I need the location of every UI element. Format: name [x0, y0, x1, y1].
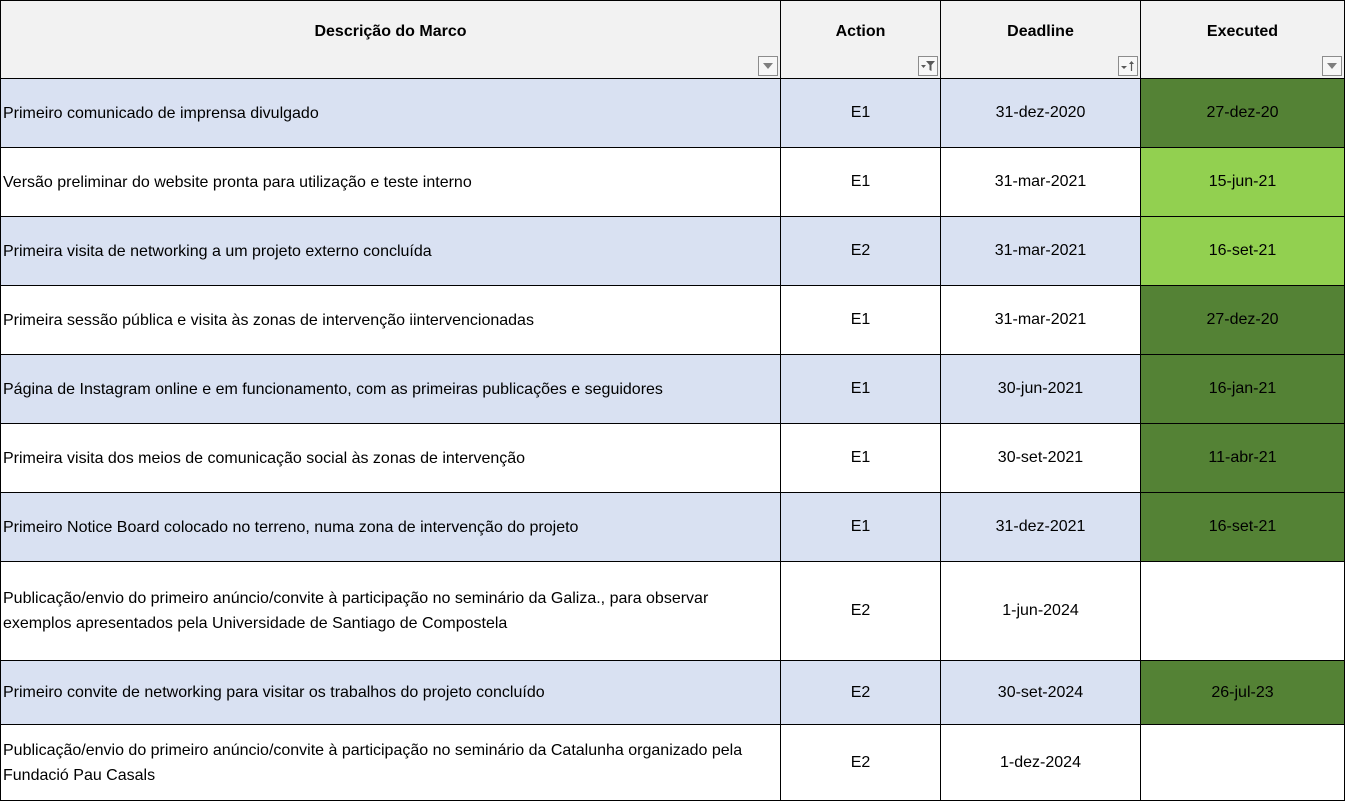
- cell-deadline[interactable]: 1-jun-2024: [941, 562, 1141, 661]
- table-row: [1, 79, 1345, 148]
- cell-deadline[interactable]: 30-set-2024: [941, 661, 1141, 725]
- cell-description[interactable]: Primeiro convite de networking para visitar os trabalhos do projeto concluído: [1, 661, 781, 725]
- cell-deadline[interactable]: 1-dez-2024: [941, 725, 1141, 801]
- cell-description[interactable]: Página de Instagram online e em funcionamento, com as primeiras publicações e seguidores: [1, 355, 781, 424]
- cell-description[interactable]: Primeira visita dos meios de comunicação social às zonas de intervenção: [1, 424, 781, 493]
- table-row: [1, 424, 1345, 493]
- cell-action[interactable]: E1: [781, 148, 941, 217]
- cell-action[interactable]: E1: [781, 355, 941, 424]
- header-description: Descrição do Marco: [314, 23, 467, 40]
- cell-action[interactable]: E1: [781, 493, 941, 562]
- cell-deadline[interactable]: 31-mar-2021: [941, 148, 1141, 217]
- header-row: [1, 1, 1345, 79]
- cell-deadline[interactable]: 30-jun-2021: [941, 355, 1141, 424]
- cell-deadline[interactable]: 31-mar-2021: [941, 286, 1141, 355]
- cell-action[interactable]: E2: [781, 661, 941, 725]
- cell-description[interactable]: Versão preliminar do website pronta para utilização e teste interno: [1, 148, 781, 217]
- cell-executed[interactable]: 15-jun-21: [1141, 148, 1345, 217]
- cell-deadline[interactable]: 31-dez-2021: [941, 493, 1141, 562]
- table-row: [1, 661, 1345, 725]
- cell-action[interactable]: E2: [781, 725, 941, 801]
- cell-executed[interactable]: 16-jan-21: [1141, 355, 1345, 424]
- cell-description[interactable]: Publicação/envio do primeiro anúncio/convite à participação no seminário da Galiza., para observar exemplos apresentados pela Universidade de Santiago de Compostela: [1, 562, 781, 661]
- table-row: [1, 562, 1345, 661]
- dropdown-arrow-icon[interactable]: [758, 56, 778, 76]
- cell-executed[interactable]: 26-jul-23: [1141, 661, 1345, 725]
- dropdown-arrow-icon[interactable]: [1322, 56, 1342, 76]
- cell-action[interactable]: E2: [781, 562, 941, 661]
- header-cell-action[interactable]: [781, 1, 941, 79]
- header-action: Action: [835, 23, 886, 40]
- table-row: [1, 148, 1345, 217]
- cell-description[interactable]: Primeiro Notice Board colocado no terreno, numa zona de intervenção do projeto: [1, 493, 781, 562]
- cell-description[interactable]: Primeira sessão pública e visita às zonas de intervenção iintervencionadas: [1, 286, 781, 355]
- filter-applied-icon[interactable]: [918, 56, 938, 76]
- cell-description[interactable]: Primeiro comunicado de imprensa divulgado: [1, 79, 781, 148]
- table-row: [1, 286, 1345, 355]
- header-cell-description[interactable]: [1, 1, 781, 79]
- cell-description[interactable]: Publicação/envio do primeiro anúncio/convite à participação no seminário da Catalunha organizado pela Fundació Pau Casals: [1, 725, 781, 801]
- table-row: [1, 725, 1345, 801]
- cell-description[interactable]: Primeira visita de networking a um projeto externo concluída: [1, 217, 781, 286]
- header-executed: Executed: [1206, 23, 1279, 40]
- cell-action[interactable]: E1: [781, 286, 941, 355]
- header-deadline: Deadline: [1007, 23, 1074, 40]
- cell-deadline[interactable]: 30-set-2021: [941, 424, 1141, 493]
- cell-action[interactable]: E2: [781, 217, 941, 286]
- table-row: [1, 355, 1345, 424]
- header-cell-executed[interactable]: [1141, 1, 1345, 79]
- cell-executed[interactable]: 11-abr-21: [1141, 424, 1345, 493]
- cell-deadline[interactable]: 31-dez-2020: [941, 79, 1141, 148]
- cell-executed[interactable]: [1141, 562, 1345, 661]
- sort-ascending-icon[interactable]: [1118, 56, 1138, 76]
- cell-action[interactable]: E1: [781, 79, 941, 148]
- cell-executed[interactable]: [1141, 725, 1345, 801]
- cell-executed[interactable]: 27-dez-20: [1141, 79, 1345, 148]
- cell-deadline[interactable]: 31-mar-2021: [941, 217, 1141, 286]
- header-cell-deadline[interactable]: [941, 1, 1141, 79]
- table-row: [1, 217, 1345, 286]
- table-row: [1, 493, 1345, 562]
- cell-action[interactable]: E1: [781, 424, 941, 493]
- cell-executed[interactable]: 16-set-21: [1141, 493, 1345, 562]
- cell-executed[interactable]: 27-dez-20: [1141, 286, 1345, 355]
- cell-executed[interactable]: 16-set-21: [1141, 217, 1345, 286]
